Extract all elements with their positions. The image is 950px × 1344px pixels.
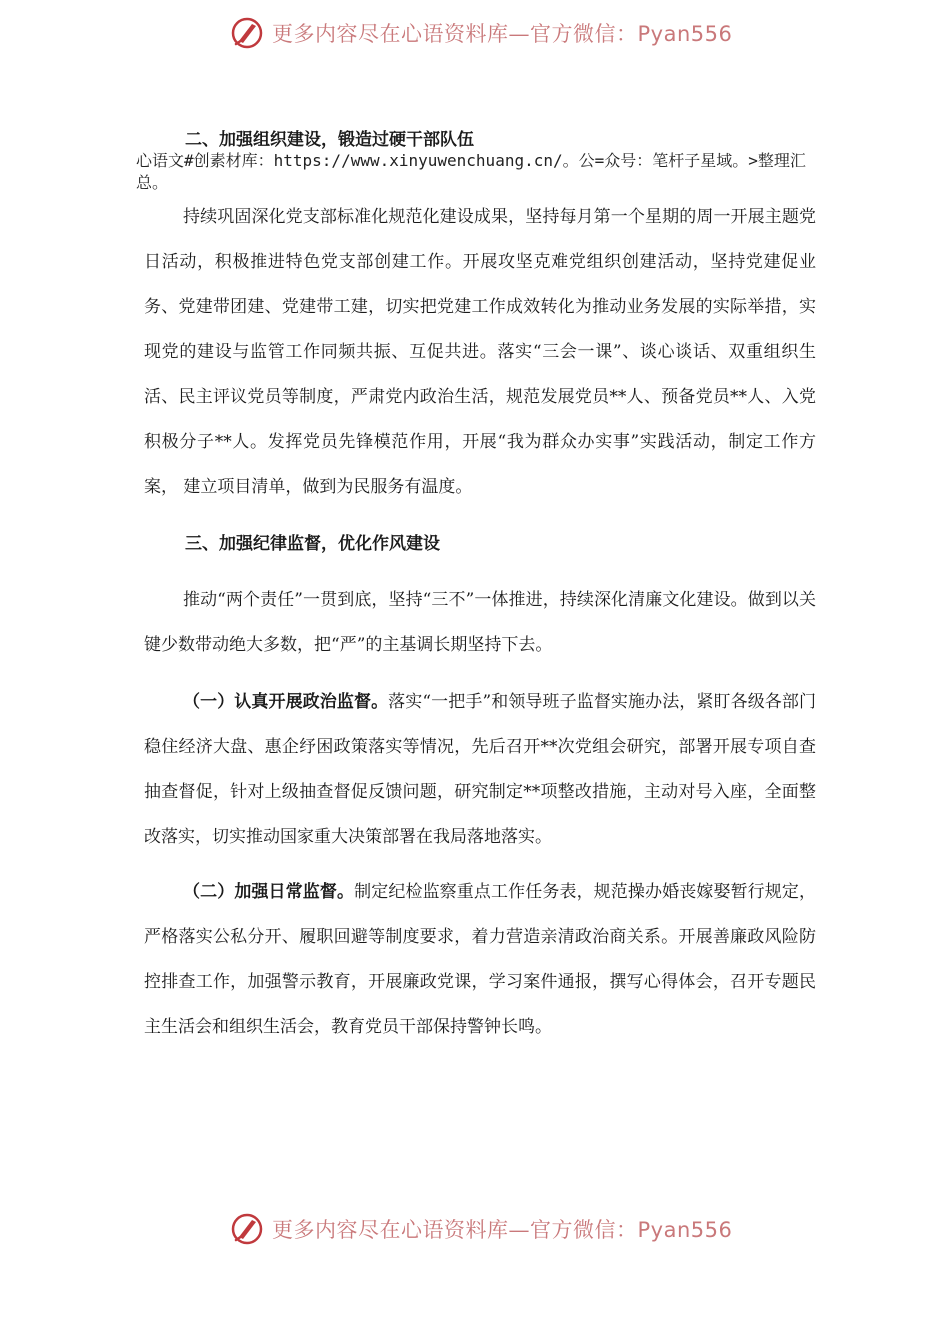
quill-seal-icon (230, 1212, 264, 1246)
footer-banner-text (272, 1214, 732, 1244)
item-2-paragraph (144, 870, 816, 1050)
section-3-title: 三、加强纪律监督，优化作风建设 (185, 534, 440, 554)
item-1-lead: （一）认真开展政治监督。 (183, 692, 389, 712)
item-2-lead: （二）加强日常监督。 (183, 882, 355, 902)
footer-banner (230, 1212, 732, 1246)
item-1-body: 落实“一把手”和领导班子监督实施办法，紧盯各级各部门稳住经济大盘、惠企纾困政策落实等情况，先后召开**次党组会研究，部署开展专项自查抽查督促，针对上级抽查督促反馈问题，研究制定**项整改措施，主动对号入座，全面整改落实，切实推动国家重大决策部署在我局落地落实。 (144, 692, 816, 847)
item-2-body: 制定纪检监察重点工作任务表，规范操办婚丧嫁娶暂行规定， 严格落实公私分开、履职回避等制度要求，着力营造亲清政治商关系。开展善廉政风险防控排查工作，加强警示教育，开展廉政党课，学习案件通报，撰写心得体会，召开专题民主生活会和组织生活会，教育党员干部保持警钟长鸣。 (144, 882, 817, 1037)
footer-wechat-id: Pyan556 (637, 1218, 733, 1242)
banner-prefix: 更多内容尽在心语资料库 (272, 22, 509, 46)
section-3-paragraph: 推动“两个责任”一贯到底，坚持“三不”一体推进，持续深化清廉文化建设。做到以关键少数带动绝大多数，把“严”的主基调长期坚持下去。 (144, 590, 816, 655)
quill-seal-icon (230, 16, 264, 50)
header-banner (230, 16, 732, 50)
banner-wechat-id: Pyan556 (637, 22, 733, 46)
source-note: 心语文#创素材库：https://www.xinyuwenchuang.cn/。公=众号：笔杆子星域。>整理汇总。 (136, 151, 806, 192)
header-banner-text (272, 18, 732, 48)
footer-dash: — (508, 1218, 530, 1242)
banner-dash: — (508, 22, 530, 46)
item-1-paragraph (144, 680, 816, 860)
footer-official: 官方微信： (530, 1218, 638, 1242)
footer-prefix: 更多内容尽在心语资料库 (272, 1218, 509, 1242)
banner-official: 官方微信： (530, 22, 638, 46)
section-2-paragraph: 持续巩固深化党支部标准化规范化建设成果，坚持每月第一个星期的周一开展主题党日活动，积极推进特色党支部创建工作。开展攻坚克难党组织创建活动，坚持党建促业务、党建带团建、党建带工建，切实把党建工作成效转化为推动业务发展的实际举措，实现党的建设与监管工作同频共振、互促共进。落实“三会一课”、谈心谈话、双重组织生活、民主评议党员等制度，严肃党内政治生活，规范发展党员**人、预备党员**人、入党积极分子**人。发挥党员先锋模范作用，开展“我为群众办实事”实践活动，制定工作方案， 建立项目清单，做到为民服务有温度。 (144, 207, 816, 497)
section-2-title: 二、加强组织建设，锻造过硬干部队伍 (185, 130, 474, 150)
